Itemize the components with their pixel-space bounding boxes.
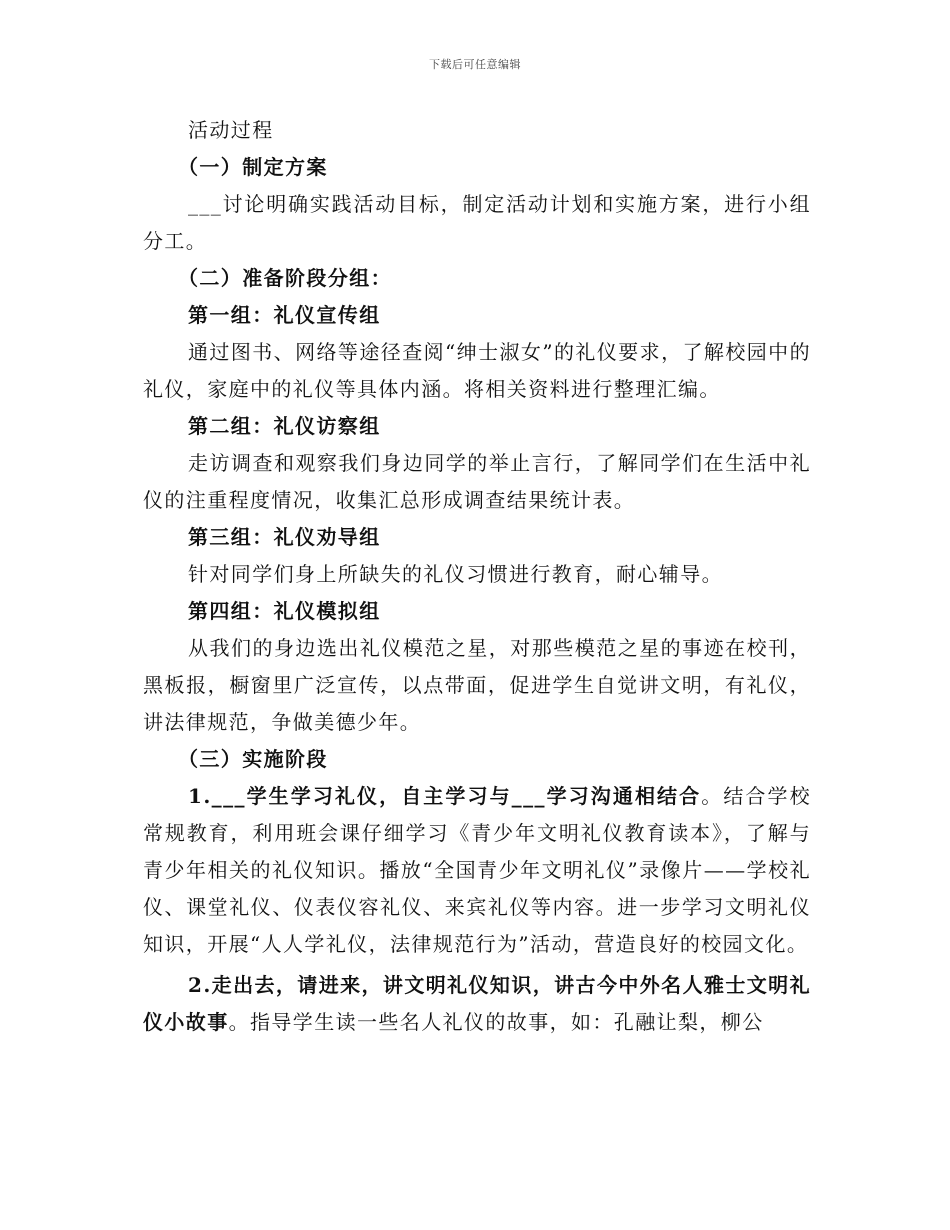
- group-body-4: 从我们的身边选出礼仪模范之星，对那些模范之星的事迹在校刊，黑板报，橱窗里广泛宣传，以点带面，促进学生自觉讲文明，有礼仪，讲法律规范，争做美德少年。: [143, 636, 811, 734]
- section-heading-implement: （三）实施阶段: [178, 747, 328, 771]
- implement-item-1-rest: 。结合学校常规教育，利用班会课仔细学习《青少年文明礼仪教育读本》，了解与青少年相关的礼仪知识。播放“全国青少年文明礼仪”录像片——学校礼仪、课堂礼仪、仪表仪容礼仪、来宾礼仪等内容。进一步学习文明礼仪知识，开展“人人学礼仪，法律规范行为”活动，营造良好的校园文化。: [143, 784, 812, 956]
- group-body-1: 通过图书、网络等途径查阅“绅士淑女”的礼仪要求，了解校园中的礼仪，家庭中的礼仪等具体内涵。将相关资料进行整理汇编。: [143, 340, 811, 401]
- implement-item-2-lead: 2.走出去，请进来，讲文明礼仪知识，讲古今中外名人雅士文明礼仪小故事: [143, 973, 811, 1034]
- group-title-4: 第四组：礼仪模拟组: [188, 599, 381, 623]
- activity-title: 活动过程: [188, 118, 274, 142]
- implement-item-2-rest: 。指导学生读一些名人礼仪的故事，如：孔融让梨，柳公: [228, 1010, 764, 1034]
- implement-item-1-lead: 1.___学生学习礼仪，自主学习与___学习沟通相结合: [188, 784, 702, 808]
- group-body-2: 走访调查和观察我们身边同学的举止言行，了解同学们在生活中礼仪的注重程度情况，收集汇总形成调查结果统计表。: [143, 451, 811, 512]
- section-heading-prepare: （二）准备阶段分组：: [178, 266, 392, 290]
- page-header: 下载后可任意编辑: [429, 58, 521, 71]
- group-title-2: 第二组：礼仪访察组: [188, 414, 381, 438]
- section-body-plan: ___讨论明确实践活动目标，制定活动计划和实施方案，进行小组分工。: [143, 192, 811, 253]
- group-body-3: 针对同学们身上所缺失的礼仪习惯进行教育，耐心辅导。: [188, 562, 723, 586]
- implement-item-1: [143, 778, 811, 963]
- group-title-1: 第一组：礼仪宣传组: [188, 303, 381, 327]
- implement-item-2: [143, 967, 811, 1041]
- group-title-3: 第三组：礼仪劝导组: [188, 525, 381, 549]
- document-body: [143, 112, 811, 1041]
- section-heading-plan: （一）制定方案: [178, 155, 328, 179]
